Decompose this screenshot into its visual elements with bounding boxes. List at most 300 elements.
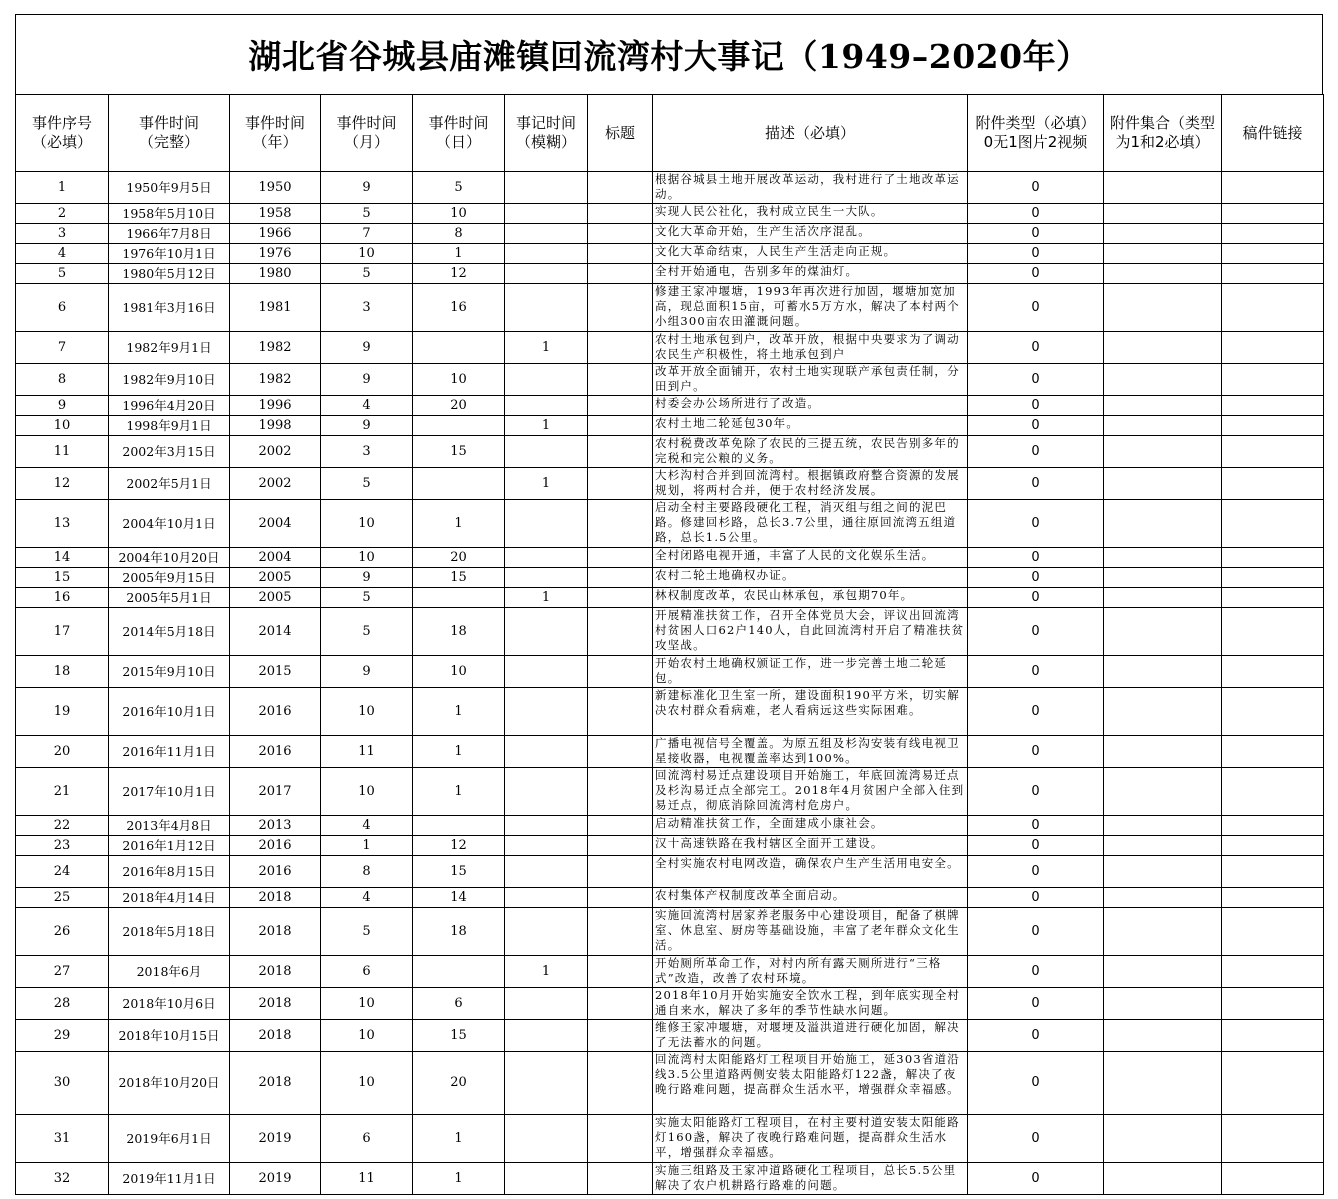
day-cell[interactable]: 18 bbox=[413, 608, 505, 656]
month-cell[interactable]: 6 bbox=[321, 956, 413, 988]
header-cell[interactable] bbox=[968, 95, 1104, 172]
year-cell[interactable]: 2002 bbox=[230, 468, 321, 500]
day-cell[interactable]: 12 bbox=[413, 836, 505, 856]
title-cell[interactable] bbox=[588, 1115, 653, 1163]
article-link-cell[interactable] bbox=[1222, 836, 1324, 856]
attachment-type-cell[interactable]: 0 bbox=[968, 736, 1104, 768]
year-cell[interactable]: 2014 bbox=[230, 608, 321, 656]
year-cell[interactable]: 2015 bbox=[230, 656, 321, 688]
title-cell[interactable] bbox=[588, 264, 653, 284]
attachment-type-cell[interactable]: 0 bbox=[968, 836, 1104, 856]
month-cell[interactable]: 3 bbox=[321, 284, 413, 332]
title-cell[interactable] bbox=[588, 548, 653, 568]
year-cell[interactable]: 2002 bbox=[230, 436, 321, 468]
day-cell[interactable]: 1 bbox=[413, 1115, 505, 1163]
attachment-type-cell[interactable]: 0 bbox=[968, 568, 1104, 588]
attachment-type-cell[interactable]: 0 bbox=[968, 172, 1104, 204]
fuzzy-date-cell[interactable] bbox=[505, 1115, 588, 1163]
day-cell[interactable]: 10 bbox=[413, 364, 505, 396]
full-date-cell[interactable]: 1976年10月1日 bbox=[109, 244, 230, 264]
year-cell[interactable]: 2018 bbox=[230, 908, 321, 956]
header-cell[interactable] bbox=[505, 95, 588, 172]
attachment-set-cell[interactable] bbox=[1104, 244, 1222, 264]
month-cell[interactable]: 3 bbox=[321, 436, 413, 468]
header-cell[interactable] bbox=[321, 95, 413, 172]
fuzzy-date-cell[interactable] bbox=[505, 568, 588, 588]
fuzzy-date-cell[interactable] bbox=[505, 856, 588, 888]
fuzzy-date-cell[interactable] bbox=[505, 264, 588, 284]
full-date-cell[interactable]: 2019年11月1日 bbox=[109, 1163, 230, 1195]
full-date-cell[interactable]: 2013年4月8日 bbox=[109, 816, 230, 836]
year-cell[interactable]: 2004 bbox=[230, 548, 321, 568]
fuzzy-date-cell[interactable] bbox=[505, 1052, 588, 1115]
title-cell[interactable] bbox=[588, 856, 653, 888]
full-date-cell[interactable]: 2018年6月 bbox=[109, 956, 230, 988]
month-cell[interactable]: 9 bbox=[321, 172, 413, 204]
year-cell[interactable]: 1998 bbox=[230, 416, 321, 436]
article-link-cell[interactable] bbox=[1222, 172, 1324, 204]
event-number-cell[interactable]: 28 bbox=[16, 988, 109, 1020]
attachment-type-cell[interactable]: 0 bbox=[968, 436, 1104, 468]
event-number-cell[interactable]: 21 bbox=[16, 768, 109, 816]
year-cell[interactable]: 1982 bbox=[230, 332, 321, 364]
year-cell[interactable]: 2016 bbox=[230, 736, 321, 768]
description-cell[interactable]: 全村闭路电视开通，丰富了人民的文化娱乐生活。 bbox=[653, 548, 968, 568]
attachment-type-cell[interactable]: 0 bbox=[968, 1052, 1104, 1115]
article-link-cell[interactable] bbox=[1222, 416, 1324, 436]
attachment-type-cell[interactable]: 0 bbox=[968, 204, 1104, 224]
description-cell[interactable]: 开始厕所革命工作，对村内所有露天厕所进行“三格式”改造，改善了农村环境。 bbox=[653, 956, 968, 988]
header-cell[interactable] bbox=[1104, 95, 1222, 172]
month-cell[interactable]: 5 bbox=[321, 264, 413, 284]
event-number-cell[interactable]: 24 bbox=[16, 856, 109, 888]
event-number-cell[interactable]: 9 bbox=[16, 396, 109, 416]
full-date-cell[interactable]: 2016年11月1日 bbox=[109, 736, 230, 768]
fuzzy-date-cell[interactable]: 1 bbox=[505, 588, 588, 608]
title-cell[interactable] bbox=[588, 836, 653, 856]
attachment-type-cell[interactable]: 0 bbox=[968, 264, 1104, 284]
year-cell[interactable]: 2018 bbox=[230, 956, 321, 988]
event-number-cell[interactable]: 6 bbox=[16, 284, 109, 332]
event-number-cell[interactable]: 15 bbox=[16, 568, 109, 588]
attachment-type-cell[interactable]: 0 bbox=[968, 500, 1104, 548]
attachment-type-cell[interactable]: 0 bbox=[968, 688, 1104, 736]
year-cell[interactable]: 2018 bbox=[230, 888, 321, 908]
article-link-cell[interactable] bbox=[1222, 908, 1324, 956]
year-cell[interactable]: 1996 bbox=[230, 396, 321, 416]
attachment-set-cell[interactable] bbox=[1104, 1020, 1222, 1052]
day-cell[interactable]: 15 bbox=[413, 568, 505, 588]
year-cell[interactable]: 2016 bbox=[230, 856, 321, 888]
day-cell[interactable]: 1 bbox=[413, 768, 505, 816]
title-cell[interactable] bbox=[588, 988, 653, 1020]
month-cell[interactable]: 4 bbox=[321, 396, 413, 416]
article-link-cell[interactable] bbox=[1222, 332, 1324, 364]
article-link-cell[interactable] bbox=[1222, 816, 1324, 836]
fuzzy-date-cell[interactable] bbox=[505, 656, 588, 688]
attachment-set-cell[interactable] bbox=[1104, 172, 1222, 204]
article-link-cell[interactable] bbox=[1222, 364, 1324, 396]
full-date-cell[interactable]: 2014年5月18日 bbox=[109, 608, 230, 656]
fuzzy-date-cell[interactable] bbox=[505, 908, 588, 956]
attachment-type-cell[interactable]: 0 bbox=[968, 284, 1104, 332]
attachment-set-cell[interactable] bbox=[1104, 1052, 1222, 1115]
title-cell[interactable] bbox=[588, 416, 653, 436]
attachment-type-cell[interactable]: 0 bbox=[968, 416, 1104, 436]
fuzzy-date-cell[interactable] bbox=[505, 284, 588, 332]
day-cell[interactable]: 1 bbox=[413, 736, 505, 768]
month-cell[interactable]: 10 bbox=[321, 688, 413, 736]
event-number-cell[interactable]: 11 bbox=[16, 436, 109, 468]
month-cell[interactable]: 10 bbox=[321, 1052, 413, 1115]
attachment-set-cell[interactable] bbox=[1104, 568, 1222, 588]
description-cell[interactable]: 全村实施农村电网改造，确保农户生产生活用电安全。 bbox=[653, 856, 968, 888]
full-date-cell[interactable]: 2019年6月1日 bbox=[109, 1115, 230, 1163]
fuzzy-date-cell[interactable] bbox=[505, 736, 588, 768]
event-number-cell[interactable]: 29 bbox=[16, 1020, 109, 1052]
year-cell[interactable]: 2017 bbox=[230, 768, 321, 816]
day-cell[interactable]: 1 bbox=[413, 688, 505, 736]
attachment-set-cell[interactable] bbox=[1104, 588, 1222, 608]
article-link-cell[interactable] bbox=[1222, 988, 1324, 1020]
day-cell[interactable]: 10 bbox=[413, 656, 505, 688]
year-cell[interactable]: 2019 bbox=[230, 1163, 321, 1195]
attachment-set-cell[interactable] bbox=[1104, 608, 1222, 656]
attachment-type-cell[interactable]: 0 bbox=[968, 364, 1104, 396]
article-link-cell[interactable] bbox=[1222, 1163, 1324, 1195]
full-date-cell[interactable]: 2005年5月1日 bbox=[109, 588, 230, 608]
description-cell[interactable]: 开展精准扶贫工作，召开全体党员大会，评议出回流湾村贫困人口62户140人，自此回流湾村开启了精准扶贫攻坚战。 bbox=[653, 608, 968, 656]
attachment-set-cell[interactable] bbox=[1104, 836, 1222, 856]
title-cell[interactable] bbox=[588, 172, 653, 204]
title-cell[interactable] bbox=[588, 656, 653, 688]
event-number-cell[interactable]: 7 bbox=[16, 332, 109, 364]
day-cell[interactable]: 15 bbox=[413, 436, 505, 468]
year-cell[interactable]: 2004 bbox=[230, 500, 321, 548]
fuzzy-date-cell[interactable] bbox=[505, 204, 588, 224]
event-number-cell[interactable]: 27 bbox=[16, 956, 109, 988]
day-cell[interactable] bbox=[413, 588, 505, 608]
title-cell[interactable] bbox=[588, 436, 653, 468]
description-cell[interactable]: 启动精准扶贫工作，全面建成小康社会。 bbox=[653, 816, 968, 836]
day-cell[interactable]: 20 bbox=[413, 548, 505, 568]
description-cell[interactable]: 实施三组路及王家冲道路硬化工程项目，总长5.5公里解决了农户机耕路行路难的问题。 bbox=[653, 1163, 968, 1195]
attachment-type-cell[interactable]: 0 bbox=[968, 224, 1104, 244]
description-cell[interactable]: 文化大革命结束，人民生产生活走向正规。 bbox=[653, 244, 968, 264]
year-cell[interactable]: 2019 bbox=[230, 1115, 321, 1163]
description-cell[interactable]: 启动全村主要路段硬化工程，消灭组与组之间的泥巴路。修建回杉路，总长3.7公里，通往原回流湾五组道路，总长1.5公里。 bbox=[653, 500, 968, 548]
full-date-cell[interactable]: 2004年10月20日 bbox=[109, 548, 230, 568]
fuzzy-date-cell[interactable] bbox=[505, 1163, 588, 1195]
month-cell[interactable]: 5 bbox=[321, 608, 413, 656]
article-link-cell[interactable] bbox=[1222, 736, 1324, 768]
article-link-cell[interactable] bbox=[1222, 768, 1324, 816]
full-date-cell[interactable]: 1980年5月12日 bbox=[109, 264, 230, 284]
attachment-set-cell[interactable] bbox=[1104, 396, 1222, 416]
description-cell[interactable]: 村委会办公场所进行了改造。 bbox=[653, 396, 968, 416]
event-number-cell[interactable]: 3 bbox=[16, 224, 109, 244]
year-cell[interactable]: 2005 bbox=[230, 588, 321, 608]
event-number-cell[interactable]: 17 bbox=[16, 608, 109, 656]
fuzzy-date-cell[interactable] bbox=[505, 688, 588, 736]
attachment-type-cell[interactable]: 0 bbox=[968, 768, 1104, 816]
event-number-cell[interactable]: 13 bbox=[16, 500, 109, 548]
month-cell[interactable]: 5 bbox=[321, 908, 413, 956]
day-cell[interactable]: 18 bbox=[413, 908, 505, 956]
title-cell[interactable] bbox=[588, 888, 653, 908]
attachment-type-cell[interactable]: 0 bbox=[968, 988, 1104, 1020]
event-number-cell[interactable]: 22 bbox=[16, 816, 109, 836]
title-cell[interactable] bbox=[588, 332, 653, 364]
attachment-set-cell[interactable] bbox=[1104, 908, 1222, 956]
fuzzy-date-cell[interactable] bbox=[505, 608, 588, 656]
full-date-cell[interactable]: 2016年1月12日 bbox=[109, 836, 230, 856]
event-number-cell[interactable]: 31 bbox=[16, 1115, 109, 1163]
month-cell[interactable]: 9 bbox=[321, 332, 413, 364]
month-cell[interactable]: 5 bbox=[321, 468, 413, 500]
event-number-cell[interactable]: 25 bbox=[16, 888, 109, 908]
article-link-cell[interactable] bbox=[1222, 856, 1324, 888]
description-cell[interactable]: 文化大革命开始，生产生活次序混乱。 bbox=[653, 224, 968, 244]
fuzzy-date-cell[interactable] bbox=[505, 548, 588, 568]
day-cell[interactable]: 20 bbox=[413, 396, 505, 416]
full-date-cell[interactable]: 2002年3月15日 bbox=[109, 436, 230, 468]
article-link-cell[interactable] bbox=[1222, 1052, 1324, 1115]
title-cell[interactable] bbox=[588, 956, 653, 988]
attachment-set-cell[interactable] bbox=[1104, 436, 1222, 468]
month-cell[interactable]: 9 bbox=[321, 568, 413, 588]
title-cell[interactable] bbox=[588, 1163, 653, 1195]
article-link-cell[interactable] bbox=[1222, 608, 1324, 656]
day-cell[interactable] bbox=[413, 416, 505, 436]
attachment-type-cell[interactable]: 0 bbox=[968, 244, 1104, 264]
article-link-cell[interactable] bbox=[1222, 1115, 1324, 1163]
month-cell[interactable]: 5 bbox=[321, 204, 413, 224]
year-cell[interactable]: 1966 bbox=[230, 224, 321, 244]
year-cell[interactable]: 2013 bbox=[230, 816, 321, 836]
attachment-type-cell[interactable]: 0 bbox=[968, 1163, 1104, 1195]
description-cell[interactable]: 农村税费改革免除了农民的三提五统，农民告别多年的完税和完公粮的义务。 bbox=[653, 436, 968, 468]
attachment-set-cell[interactable] bbox=[1104, 988, 1222, 1020]
full-date-cell[interactable]: 2018年10月20日 bbox=[109, 1052, 230, 1115]
description-cell[interactable]: 实现人民公社化，我村成立民生一大队。 bbox=[653, 204, 968, 224]
year-cell[interactable]: 2016 bbox=[230, 688, 321, 736]
day-cell[interactable]: 20 bbox=[413, 1052, 505, 1115]
event-number-cell[interactable]: 12 bbox=[16, 468, 109, 500]
full-date-cell[interactable]: 2005年9月15日 bbox=[109, 568, 230, 588]
article-link-cell[interactable] bbox=[1222, 588, 1324, 608]
description-cell[interactable]: 农村集体产权制度改革全面启动。 bbox=[653, 888, 968, 908]
title-cell[interactable] bbox=[588, 364, 653, 396]
month-cell[interactable]: 10 bbox=[321, 244, 413, 264]
description-cell[interactable]: 回流湾村太阳能路灯工程项目开始施工，延303省道沿线3.5公里道路两侧安装太阳能路灯122盏，解决了夜晚行路难问题，提高群众生活水平，增强群众幸福感。 bbox=[653, 1052, 968, 1115]
description-cell[interactable]: 实施回流湾村居家养老服务中心建设项目，配备了棋牌室、休息室、厨房等基础设施，丰富了老年群众文化生活。 bbox=[653, 908, 968, 956]
title-cell[interactable] bbox=[588, 568, 653, 588]
full-date-cell[interactable]: 2017年10月1日 bbox=[109, 768, 230, 816]
full-date-cell[interactable]: 1982年9月1日 bbox=[109, 332, 230, 364]
full-date-cell[interactable]: 2015年9月10日 bbox=[109, 656, 230, 688]
description-cell[interactable]: 农村土地二轮延包30年。 bbox=[653, 416, 968, 436]
day-cell[interactable]: 10 bbox=[413, 204, 505, 224]
fuzzy-date-cell[interactable] bbox=[505, 244, 588, 264]
description-cell[interactable]: 农村二轮土地确权办证。 bbox=[653, 568, 968, 588]
event-number-cell[interactable]: 19 bbox=[16, 688, 109, 736]
article-link-cell[interactable] bbox=[1222, 284, 1324, 332]
fuzzy-date-cell[interactable]: 1 bbox=[505, 468, 588, 500]
attachment-type-cell[interactable]: 0 bbox=[968, 468, 1104, 500]
month-cell[interactable]: 9 bbox=[321, 416, 413, 436]
month-cell[interactable]: 10 bbox=[321, 768, 413, 816]
title-cell[interactable] bbox=[588, 588, 653, 608]
attachment-type-cell[interactable]: 0 bbox=[968, 888, 1104, 908]
attachment-type-cell[interactable]: 0 bbox=[968, 548, 1104, 568]
description-cell[interactable]: 2018年10月开始实施安全饮水工程，到年底实现全村通自来水，解决了多年的季节性缺水问题。 bbox=[653, 988, 968, 1020]
attachment-set-cell[interactable] bbox=[1104, 656, 1222, 688]
event-number-cell[interactable]: 16 bbox=[16, 588, 109, 608]
full-date-cell[interactable]: 2016年8月15日 bbox=[109, 856, 230, 888]
article-link-cell[interactable] bbox=[1222, 436, 1324, 468]
attachment-type-cell[interactable]: 0 bbox=[968, 588, 1104, 608]
day-cell[interactable] bbox=[413, 956, 505, 988]
header-cell[interactable] bbox=[109, 95, 230, 172]
month-cell[interactable]: 11 bbox=[321, 1163, 413, 1195]
attachment-set-cell[interactable] bbox=[1104, 416, 1222, 436]
full-date-cell[interactable]: 1982年9月10日 bbox=[109, 364, 230, 396]
description-cell[interactable]: 维修王家冲堰塘，对堰埂及溢洪道进行硬化加固，解决了无法蓄水的问题。 bbox=[653, 1020, 968, 1052]
title-cell[interactable] bbox=[588, 1052, 653, 1115]
year-cell[interactable]: 2018 bbox=[230, 1052, 321, 1115]
year-cell[interactable]: 1980 bbox=[230, 264, 321, 284]
fuzzy-date-cell[interactable] bbox=[505, 816, 588, 836]
full-date-cell[interactable]: 1998年9月1日 bbox=[109, 416, 230, 436]
header-cell[interactable] bbox=[230, 95, 321, 172]
event-number-cell[interactable]: 2 bbox=[16, 204, 109, 224]
title-cell[interactable] bbox=[588, 688, 653, 736]
article-link-cell[interactable] bbox=[1222, 656, 1324, 688]
event-number-cell[interactable]: 23 bbox=[16, 836, 109, 856]
fuzzy-date-cell[interactable] bbox=[505, 836, 588, 856]
month-cell[interactable]: 4 bbox=[321, 888, 413, 908]
article-link-cell[interactable] bbox=[1222, 1020, 1324, 1052]
day-cell[interactable]: 16 bbox=[413, 284, 505, 332]
attachment-type-cell[interactable]: 0 bbox=[968, 1115, 1104, 1163]
attachment-set-cell[interactable] bbox=[1104, 264, 1222, 284]
article-link-cell[interactable] bbox=[1222, 204, 1324, 224]
year-cell[interactable]: 2018 bbox=[230, 988, 321, 1020]
day-cell[interactable]: 12 bbox=[413, 264, 505, 284]
day-cell[interactable] bbox=[413, 332, 505, 364]
day-cell[interactable]: 14 bbox=[413, 888, 505, 908]
article-link-cell[interactable] bbox=[1222, 224, 1324, 244]
day-cell[interactable]: 6 bbox=[413, 988, 505, 1020]
year-cell[interactable]: 2018 bbox=[230, 1020, 321, 1052]
article-link-cell[interactable] bbox=[1222, 396, 1324, 416]
attachment-type-cell[interactable]: 0 bbox=[968, 396, 1104, 416]
month-cell[interactable]: 7 bbox=[321, 224, 413, 244]
day-cell[interactable] bbox=[413, 816, 505, 836]
full-date-cell[interactable]: 2004年10月1日 bbox=[109, 500, 230, 548]
event-number-cell[interactable]: 32 bbox=[16, 1163, 109, 1195]
title-cell[interactable] bbox=[588, 396, 653, 416]
event-number-cell[interactable]: 30 bbox=[16, 1052, 109, 1115]
description-cell[interactable]: 广播电视信号全覆盖。为原五组及杉沟安装有线电视卫星接收器，电视覆盖率达到100%。 bbox=[653, 736, 968, 768]
event-number-cell[interactable]: 1 bbox=[16, 172, 109, 204]
month-cell[interactable]: 9 bbox=[321, 656, 413, 688]
attachment-set-cell[interactable] bbox=[1104, 548, 1222, 568]
header-cell[interactable] bbox=[653, 95, 968, 172]
attachment-set-cell[interactable] bbox=[1104, 888, 1222, 908]
article-link-cell[interactable] bbox=[1222, 264, 1324, 284]
attachment-type-cell[interactable]: 0 bbox=[968, 956, 1104, 988]
header-cell[interactable] bbox=[588, 95, 653, 172]
month-cell[interactable]: 6 bbox=[321, 1115, 413, 1163]
event-number-cell[interactable]: 20 bbox=[16, 736, 109, 768]
attachment-set-cell[interactable] bbox=[1104, 1163, 1222, 1195]
fuzzy-date-cell[interactable] bbox=[505, 224, 588, 244]
full-date-cell[interactable]: 1996年4月20日 bbox=[109, 396, 230, 416]
title-cell[interactable] bbox=[588, 224, 653, 244]
month-cell[interactable]: 10 bbox=[321, 988, 413, 1020]
full-date-cell[interactable]: 2018年10月6日 bbox=[109, 988, 230, 1020]
month-cell[interactable]: 4 bbox=[321, 816, 413, 836]
attachment-type-cell[interactable]: 0 bbox=[968, 656, 1104, 688]
description-cell[interactable]: 实施太阳能路灯工程项目，在村主要村道安装太阳能路灯160盏，解决了夜晚行路难问题，提高群众生活水平，增强群众幸福感。 bbox=[653, 1115, 968, 1163]
event-number-cell[interactable]: 26 bbox=[16, 908, 109, 956]
full-date-cell[interactable]: 2016年10月1日 bbox=[109, 688, 230, 736]
description-cell[interactable]: 大杉沟村合并到回流湾村。根据镇政府整合资源的发展规划，将两村合并，便于农村经济发展。 bbox=[653, 468, 968, 500]
attachment-set-cell[interactable] bbox=[1104, 688, 1222, 736]
title-cell[interactable] bbox=[588, 736, 653, 768]
day-cell[interactable]: 1 bbox=[413, 500, 505, 548]
attachment-set-cell[interactable] bbox=[1104, 956, 1222, 988]
month-cell[interactable]: 10 bbox=[321, 548, 413, 568]
fuzzy-date-cell[interactable] bbox=[505, 172, 588, 204]
event-number-cell[interactable]: 14 bbox=[16, 548, 109, 568]
fuzzy-date-cell[interactable]: 1 bbox=[505, 416, 588, 436]
event-number-cell[interactable]: 4 bbox=[16, 244, 109, 264]
event-number-cell[interactable]: 18 bbox=[16, 656, 109, 688]
article-link-cell[interactable] bbox=[1222, 468, 1324, 500]
day-cell[interactable]: 1 bbox=[413, 244, 505, 264]
month-cell[interactable]: 1 bbox=[321, 836, 413, 856]
attachment-set-cell[interactable] bbox=[1104, 284, 1222, 332]
full-date-cell[interactable]: 1958年5月10日 bbox=[109, 204, 230, 224]
attachment-set-cell[interactable] bbox=[1104, 1115, 1222, 1163]
article-link-cell[interactable] bbox=[1222, 956, 1324, 988]
full-date-cell[interactable]: 2018年10月15日 bbox=[109, 1020, 230, 1052]
day-cell[interactable]: 5 bbox=[413, 172, 505, 204]
full-date-cell[interactable]: 1950年9月5日 bbox=[109, 172, 230, 204]
description-cell[interactable]: 改革开放全面铺开，农村土地实现联产承包责任制，分田到户。 bbox=[653, 364, 968, 396]
fuzzy-date-cell[interactable] bbox=[505, 436, 588, 468]
title-cell[interactable] bbox=[588, 204, 653, 224]
day-cell[interactable]: 1 bbox=[413, 1163, 505, 1195]
attachment-set-cell[interactable] bbox=[1104, 364, 1222, 396]
article-link-cell[interactable] bbox=[1222, 888, 1324, 908]
month-cell[interactable]: 9 bbox=[321, 364, 413, 396]
attachment-set-cell[interactable] bbox=[1104, 816, 1222, 836]
title-cell[interactable] bbox=[588, 608, 653, 656]
month-cell[interactable]: 11 bbox=[321, 736, 413, 768]
description-cell[interactable]: 林权制度改革，农民山林承包，承包期70年。 bbox=[653, 588, 968, 608]
fuzzy-date-cell[interactable] bbox=[505, 988, 588, 1020]
description-cell[interactable]: 根据谷城县土地开展改革运动，我村进行了土地改革运动。 bbox=[653, 172, 968, 204]
description-cell[interactable]: 回流湾村易迁点建设项目开始施工，年底回流湾易迁点及杉沟易迁点全部完工。2018年4月贫困户全部入住到易迁点，彻底消除回流湾村危房户。 bbox=[653, 768, 968, 816]
attachment-set-cell[interactable] bbox=[1104, 332, 1222, 364]
article-link-cell[interactable] bbox=[1222, 244, 1324, 264]
year-cell[interactable]: 2016 bbox=[230, 836, 321, 856]
article-link-cell[interactable] bbox=[1222, 568, 1324, 588]
